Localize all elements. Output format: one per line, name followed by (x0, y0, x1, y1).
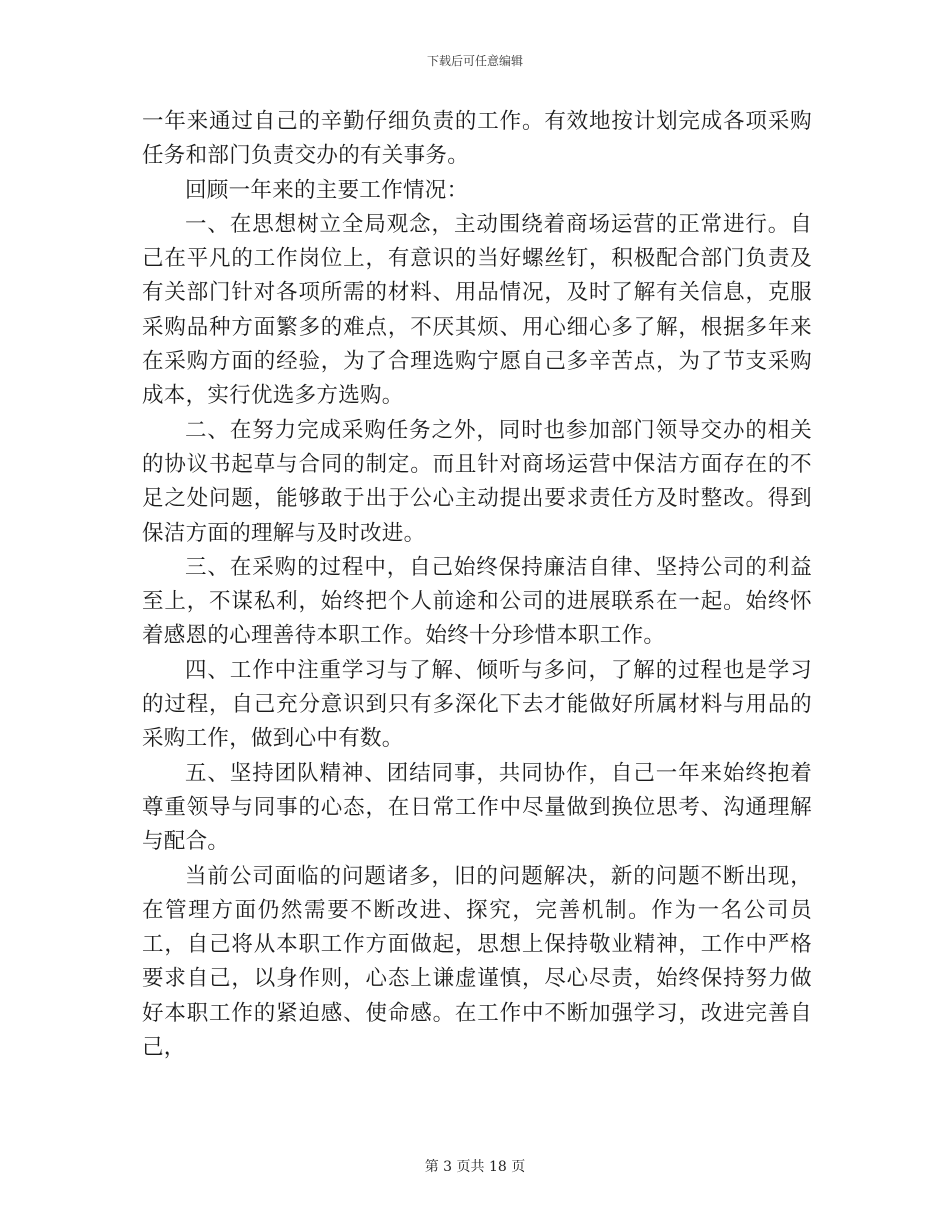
document-body (142, 105, 812, 1065)
paragraph-intro: 一年来通过自己的辛勤仔细负责的工作。有效地按计划完成各项采购任务和部门负责交办的有关事务。 (142, 109, 812, 169)
paragraph-outlook: 当前公司面临的问题诸多，旧的问题解决，新的问题不断出现，在管理方面仍然需要不断改进、探究，完善机制。作为一名公司员工，自己将从本职工作方面做起，思想上保持敬业精神，工作中严格要求自己，以身作则，心态上谦虚谨慎，尽心尽责，始终保持努力做好本职工作的紧迫感、使命感。在工作中不断加强学习，改进完善自己， (142, 863, 812, 1061)
page-header: 下载后可任意编辑 (426, 54, 523, 68)
paragraph-review-heading: 回顾一年来的主要工作情况： (185, 177, 469, 203)
paragraph-point-5: 五、坚持团队精神、团结同事，共同协作，自己一年来始终抱着尊重领导与同事的心态，在日常工作中尽量做到换位思考、沟通理解与配合。 (142, 760, 812, 855)
page-number: 第 3 页共 18 页 (424, 1159, 526, 1175)
paragraph-point-3: 三、在采购的过程中，自己始终保持廉洁自律、坚持公司的利益至上，不谋私利，始终把个人前途和公司的进展联系在一起。始终怀着感恩的心理善待本职工作。始终十分珍惜本职工作。 (142, 554, 812, 649)
paragraph-point-4: 四、工作中注重学习与了解、倾听与多问，了解的过程也是学习的过程，自己充分意识到只有多深化下去才能做好所属材料与用品的采购工作，做到心中有数。 (142, 657, 812, 752)
paragraph-point-1: 一、在思想树立全局观念，主动围绕着商场运营的正常进行。自己在平凡的工作岗位上，有意识的当好螺丝钉，积极配合部门负责及有关部门针对各项所需的材料、用品情况，及时了解有关信息，克服采购品种方面繁多的难点，不厌其烦、用心细心多了解，根据多年来在采购方面的经验，为了合理选购宁愿自己多辛苦点，为了节支采购成本，实行优选多方选购。 (142, 211, 812, 409)
paragraph-point-2: 二、在努力完成采购任务之外，同时也参加部门领导交办的相关的协议书起草与合同的制定。而且针对商场运营中保洁方面存在的不足之处问题，能够敢于出于公心主动提出要求责任方及时整改。得到保洁方面的理解与及时改进。 (142, 417, 812, 546)
